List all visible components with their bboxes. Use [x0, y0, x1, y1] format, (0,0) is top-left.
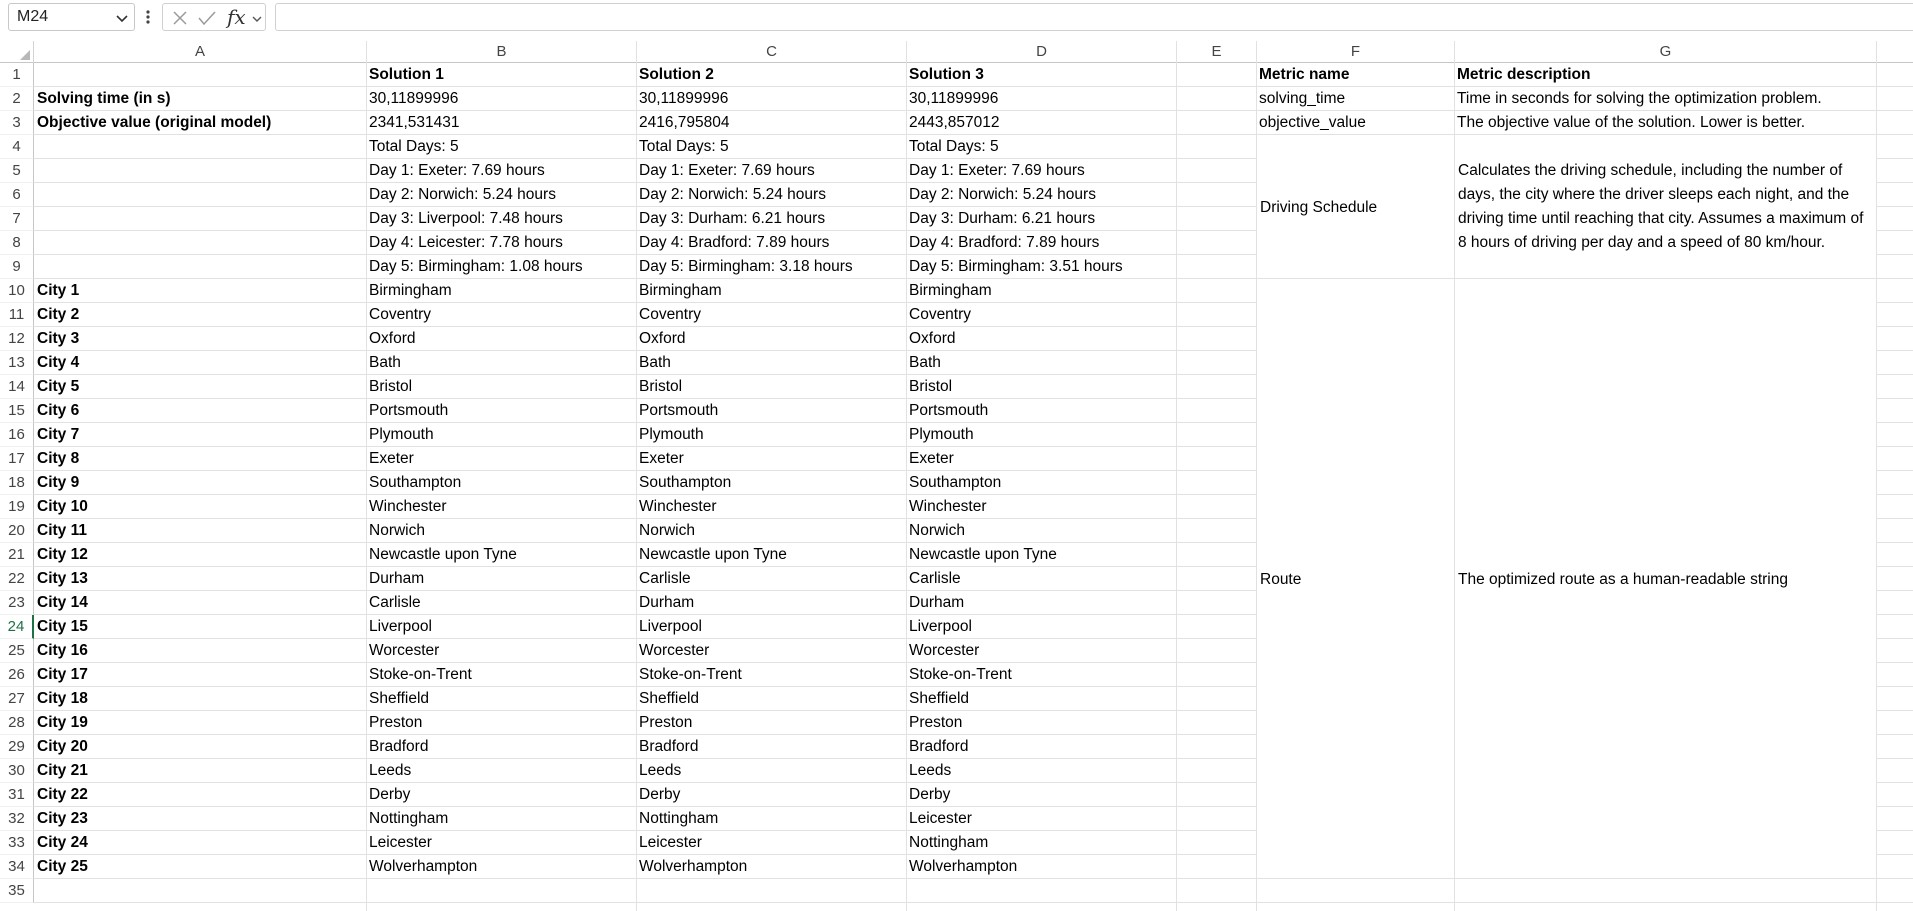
- row-header[interactable]: 23: [0, 591, 34, 615]
- city-cell[interactable]: Portsmouth: [639, 402, 719, 419]
- city-cell[interactable]: Portsmouth: [369, 402, 449, 419]
- schedule-cell[interactable]: Day 1: Exeter: 7.69 hours: [369, 162, 545, 179]
- city-cell[interactable]: Bristol: [639, 378, 683, 395]
- name-box[interactable]: [8, 3, 135, 31]
- gridline: [1876, 854, 1913, 855]
- schedule-cell[interactable]: Day 1: Exeter: 7.69 hours: [909, 162, 1085, 179]
- schedule-cell[interactable]: Day 4: Bradford: 7.89 hours: [639, 234, 830, 251]
- city-cell[interactable]: Nottingham: [639, 810, 719, 827]
- select-all-button[interactable]: [0, 41, 34, 63]
- city-cell[interactable]: Liverpool: [639, 618, 702, 635]
- city-cell[interactable]: Birmingham: [909, 282, 992, 299]
- gridline: [1876, 494, 1913, 495]
- city-cell[interactable]: Southampton: [639, 474, 732, 491]
- row-header[interactable]: 26: [0, 663, 34, 687]
- city-cell[interactable]: Bristol: [369, 378, 413, 395]
- schedule-cell[interactable]: Day 4: Leicester: 7.78 hours: [369, 234, 563, 251]
- city-cell[interactable]: Derby: [909, 786, 951, 803]
- summary-value[interactable]: 2416,795804: [639, 114, 730, 131]
- gridline: [34, 86, 1913, 87]
- row-header[interactable]: 29: [0, 735, 34, 759]
- gridline: [1876, 806, 1913, 807]
- row-header[interactable]: 32: [0, 807, 34, 831]
- schedule-cell[interactable]: Day 3: Durham: 6.21 hours: [639, 210, 826, 227]
- row-header[interactable]: 5: [0, 159, 34, 183]
- city-cell[interactable]: Carlisle: [369, 594, 421, 611]
- chevron-down-icon[interactable]: [251, 13, 263, 25]
- gridline: [1876, 566, 1913, 567]
- row-header[interactable]: 4: [0, 135, 34, 159]
- row-header[interactable]: 34: [0, 855, 34, 879]
- city-cell[interactable]: Coventry: [909, 306, 972, 323]
- city-label[interactable]: City 6: [37, 402, 80, 419]
- city-cell[interactable]: Oxford: [369, 330, 416, 347]
- city-cell[interactable]: Carlisle: [909, 570, 961, 587]
- city-cell[interactable]: Newcastle upon Tyne: [909, 546, 1057, 563]
- spreadsheet-grid[interactable]: [34, 63, 1913, 911]
- column-headers: [0, 41, 1913, 63]
- row-header[interactable]: 2: [0, 87, 34, 111]
- row-header[interactable]: 28: [0, 711, 34, 735]
- city-label[interactable]: City 11: [37, 522, 87, 539]
- gridline: [1876, 662, 1913, 663]
- city-cell[interactable]: Liverpool: [369, 618, 432, 635]
- row-header[interactable]: 15: [0, 399, 34, 423]
- schedule-cell[interactable]: Day 1: Exeter: 7.69 hours: [639, 162, 815, 179]
- gridline: [1876, 446, 1913, 447]
- more-options-icon[interactable]: [140, 6, 156, 28]
- row-header[interactable]: 27: [0, 687, 34, 711]
- city-cell[interactable]: Bath: [909, 354, 941, 371]
- gridline: [1876, 302, 1913, 303]
- metric-desc-cell[interactable]: Time in seconds for solving the optimization problem.: [1457, 90, 1822, 107]
- metric-desc-cell[interactable]: Calculates the driving schedule, including the number of days, the city where the driver sleeps each night, and the driving time until reaching that city. Assumes a maximum of 8 hours of driving per day and a speed of 80 km/hour.: [1455, 136, 1876, 279]
- city-label[interactable]: City 18: [37, 690, 88, 707]
- city-label[interactable]: City 23: [37, 810, 88, 827]
- city-label[interactable]: City 3: [37, 330, 80, 347]
- city-cell[interactable]: Bath: [639, 354, 671, 371]
- gridline: [34, 902, 1913, 903]
- city-label[interactable]: City 22: [37, 786, 88, 803]
- gridline: [1876, 710, 1913, 711]
- metric-desc-cell[interactable]: The objective value of the solution. Lower is better.: [1457, 114, 1806, 131]
- city-label[interactable]: City 8: [37, 450, 80, 467]
- city-cell[interactable]: Coventry: [639, 306, 702, 323]
- row-header[interactable]: 33: [0, 831, 34, 855]
- metric-desc-cell[interactable]: The optimized route as a human-readable string: [1455, 280, 1876, 879]
- gridline: [1876, 542, 1913, 543]
- city-cell[interactable]: Plymouth: [639, 426, 704, 443]
- column-header-b[interactable]: B: [367, 41, 637, 63]
- city-label[interactable]: City 4: [37, 354, 80, 371]
- row-header[interactable]: 19: [0, 495, 34, 519]
- chevron-down-icon[interactable]: [114, 10, 130, 26]
- row-header[interactable]: 24: [0, 615, 34, 639]
- city-cell[interactable]: Nottingham: [909, 834, 989, 851]
- city-cell[interactable]: Worcester: [909, 642, 980, 659]
- gridline: [1876, 638, 1913, 639]
- city-cell[interactable]: Birmingham: [639, 282, 722, 299]
- city-cell[interactable]: Derby: [369, 786, 411, 803]
- gridline: [1876, 734, 1913, 735]
- city-label[interactable]: City 25: [37, 858, 88, 875]
- schedule-cell[interactable]: Day 5: Birmingham: 1.08 hours: [369, 258, 583, 275]
- city-cell[interactable]: Worcester: [639, 642, 710, 659]
- schedule-cell[interactable]: Day 3: Durham: 6.21 hours: [909, 210, 1096, 227]
- city-cell[interactable]: Bradford: [909, 738, 969, 755]
- city-cell[interactable]: Carlisle: [639, 570, 691, 587]
- header-metric-name[interactable]: Metric name: [1259, 66, 1350, 83]
- city-cell[interactable]: Exeter: [639, 450, 684, 467]
- gridline: [1876, 254, 1913, 255]
- city-cell[interactable]: Winchester: [369, 498, 447, 515]
- row-header[interactable]: 14: [0, 375, 34, 399]
- gridline: [1876, 182, 1913, 183]
- city-cell[interactable]: Exeter: [369, 450, 414, 467]
- city-label[interactable]: City 1: [37, 282, 80, 299]
- city-cell[interactable]: Southampton: [909, 474, 1002, 491]
- formula-tools: [162, 3, 266, 31]
- city-cell[interactable]: Coventry: [369, 306, 432, 323]
- name-box-value: M24: [17, 8, 49, 25]
- row-header[interactable]: 17: [0, 447, 34, 471]
- city-cell[interactable]: Bath: [369, 354, 401, 371]
- column-header-d[interactable]: D: [907, 41, 1177, 63]
- cancel-icon[interactable]: [171, 9, 189, 27]
- city-cell[interactable]: Leeds: [369, 762, 412, 779]
- gridline: [34, 110, 1913, 111]
- city-cell[interactable]: Wolverhampton: [639, 858, 748, 875]
- row-header[interactable]: 6: [0, 183, 34, 207]
- metric-name-cell[interactable]: solving_time: [1259, 90, 1346, 107]
- gridline: [1876, 374, 1913, 375]
- schedule-cell[interactable]: Total Days: 5: [909, 138, 999, 155]
- gridline: [1876, 830, 1913, 831]
- city-cell[interactable]: Plymouth: [909, 426, 974, 443]
- summary-value[interactable]: 30,11899996: [639, 90, 729, 107]
- schedule-cell[interactable]: Day 2: Norwich: 5.24 hours: [639, 186, 826, 203]
- city-label[interactable]: City 15: [37, 618, 88, 635]
- header-solution-2[interactable]: Solution 2: [639, 66, 714, 83]
- gridline: [1876, 758, 1913, 759]
- city-label[interactable]: City 5: [37, 378, 80, 395]
- city-cell[interactable]: Exeter: [909, 450, 954, 467]
- row-header[interactable]: 30: [0, 759, 34, 783]
- city-cell[interactable]: Oxford: [909, 330, 956, 347]
- city-cell[interactable]: Newcastle upon Tyne: [639, 546, 787, 563]
- city-cell[interactable]: Derby: [639, 786, 681, 803]
- city-cell[interactable]: Preston: [369, 714, 423, 731]
- city-cell[interactable]: Plymouth: [369, 426, 434, 443]
- summary-value[interactable]: 30,11899996: [369, 90, 459, 107]
- row-header[interactable]: 18: [0, 471, 34, 495]
- row-header[interactable]: 8: [0, 231, 34, 255]
- row-header[interactable]: 31: [0, 783, 34, 807]
- city-label[interactable]: City 7: [37, 426, 80, 443]
- city-cell[interactable]: Leeds: [639, 762, 682, 779]
- row-header[interactable]: 35: [0, 879, 34, 903]
- schedule-cell[interactable]: Day 4: Bradford: 7.89 hours: [909, 234, 1100, 251]
- gridline: [1876, 470, 1913, 471]
- city-label[interactable]: City 10: [37, 498, 88, 515]
- gridline: [1176, 63, 1177, 911]
- city-label[interactable]: City 24: [37, 834, 88, 851]
- row-header[interactable]: 11: [0, 303, 34, 327]
- city-cell[interactable]: Norwich: [369, 522, 425, 539]
- city-cell[interactable]: Norwich: [639, 522, 695, 539]
- summary-value[interactable]: 30,11899996: [909, 90, 999, 107]
- row-header[interactable]: 21: [0, 543, 34, 567]
- row-header[interactable]: 9: [0, 255, 34, 279]
- city-label[interactable]: City 12: [37, 546, 88, 563]
- city-cell[interactable]: Leicester: [369, 834, 432, 851]
- gridline: [1876, 614, 1913, 615]
- city-cell[interactable]: Durham: [909, 594, 965, 611]
- row-header[interactable]: 13: [0, 351, 34, 375]
- city-cell[interactable]: Worcester: [369, 642, 440, 659]
- select-all-icon: [20, 50, 30, 60]
- city-cell[interactable]: Wolverhampton: [369, 858, 478, 875]
- city-cell[interactable]: Winchester: [639, 498, 717, 515]
- city-label[interactable]: City 16: [37, 642, 88, 659]
- city-cell[interactable]: Preston: [909, 714, 963, 731]
- city-cell[interactable]: Sheffield: [909, 690, 970, 707]
- metric-name-cell[interactable]: Route: [1257, 280, 1454, 879]
- column-header-a[interactable]: A: [34, 41, 367, 63]
- city-cell[interactable]: Leeds: [909, 762, 952, 779]
- schedule-cell[interactable]: Day 5: Birmingham: 3.18 hours: [639, 258, 853, 275]
- column-header-e[interactable]: E: [1177, 41, 1257, 63]
- city-cell[interactable]: Leicester: [909, 810, 972, 827]
- gridline: [1876, 590, 1913, 591]
- schedule-cell[interactable]: Day 3: Liverpool: 7.48 hours: [369, 210, 563, 227]
- header-solution-3[interactable]: Solution 3: [909, 66, 984, 83]
- formula-bar: [0, 0, 1913, 36]
- city-cell[interactable]: Sheffield: [369, 690, 430, 707]
- city-label[interactable]: City 13: [37, 570, 88, 587]
- gridline: [1876, 350, 1913, 351]
- city-cell[interactable]: Bristol: [909, 378, 953, 395]
- row-header[interactable]: 25: [0, 639, 34, 663]
- gridline: [1876, 518, 1913, 519]
- city-cell[interactable]: Leicester: [639, 834, 702, 851]
- row-header[interactable]: 10: [0, 279, 34, 303]
- city-cell[interactable]: Stoke-on-Trent: [369, 666, 472, 683]
- city-cell[interactable]: Portsmouth: [909, 402, 989, 419]
- city-cell[interactable]: Preston: [639, 714, 693, 731]
- column-header-f[interactable]: F: [1257, 41, 1455, 63]
- header-metric-description[interactable]: Metric description: [1457, 66, 1591, 83]
- row-header[interactable]: 7: [0, 207, 34, 231]
- gridline: [1876, 206, 1913, 207]
- city-cell[interactable]: Durham: [639, 594, 695, 611]
- header-solution-1[interactable]: Solution 1: [369, 66, 444, 83]
- city-label[interactable]: City 19: [37, 714, 88, 731]
- gridline: [1876, 158, 1913, 159]
- city-label[interactable]: City 9: [37, 474, 80, 491]
- gridline: [1876, 686, 1913, 687]
- metric-name-cell[interactable]: objective_value: [1259, 114, 1366, 131]
- city-cell[interactable]: Oxford: [639, 330, 686, 347]
- summary-value[interactable]: 2341,531431: [369, 114, 460, 131]
- city-cell[interactable]: Bradford: [639, 738, 699, 755]
- enter-check-icon[interactable]: [197, 9, 217, 27]
- column-header-g[interactable]: G: [1455, 41, 1877, 63]
- city-cell[interactable]: Liverpool: [909, 618, 972, 635]
- city-cell[interactable]: Newcastle upon Tyne: [369, 546, 517, 563]
- insert-function-icon[interactable]: fx: [227, 5, 246, 29]
- city-cell[interactable]: Winchester: [909, 498, 987, 515]
- gridline: [1876, 398, 1913, 399]
- schedule-cell[interactable]: Day 2: Norwich: 5.24 hours: [369, 186, 556, 203]
- gridline: [1876, 782, 1913, 783]
- city-cell[interactable]: Bradford: [369, 738, 429, 755]
- row-header[interactable]: 20: [0, 519, 34, 543]
- city-label[interactable]: City 14: [37, 594, 88, 611]
- city-label[interactable]: City 17: [37, 666, 88, 683]
- city-cell[interactable]: Sheffield: [639, 690, 700, 707]
- row-header[interactable]: 22: [0, 567, 34, 591]
- city-cell[interactable]: Durham: [369, 570, 425, 587]
- gridline: [1876, 326, 1913, 327]
- row-header[interactable]: 16: [0, 423, 34, 447]
- row-header[interactable]: 1: [0, 63, 34, 87]
- city-label[interactable]: City 2: [37, 306, 80, 323]
- summary-value[interactable]: 2443,857012: [909, 114, 1000, 131]
- summary-label[interactable]: Solving time (in s): [37, 90, 171, 107]
- city-cell[interactable]: Stoke-on-Trent: [909, 666, 1012, 683]
- city-label[interactable]: City 21: [37, 762, 88, 779]
- formula-input[interactable]: [275, 3, 1913, 31]
- schedule-cell[interactable]: Total Days: 5: [639, 138, 729, 155]
- row-header[interactable]: 12: [0, 327, 34, 351]
- city-cell[interactable]: Wolverhampton: [909, 858, 1018, 875]
- city-cell[interactable]: Southampton: [369, 474, 462, 491]
- row-header[interactable]: 3: [0, 111, 34, 135]
- summary-label[interactable]: Objective value (original model): [37, 114, 272, 131]
- city-cell[interactable]: Birmingham: [369, 282, 452, 299]
- city-cell[interactable]: Norwich: [909, 522, 965, 539]
- schedule-cell[interactable]: Total Days: 5: [369, 138, 459, 155]
- city-cell[interactable]: Stoke-on-Trent: [639, 666, 742, 683]
- city-label[interactable]: City 20: [37, 738, 88, 755]
- gridline: [1876, 422, 1913, 423]
- schedule-cell[interactable]: Day 5: Birmingham: 3.51 hours: [909, 258, 1123, 275]
- schedule-cell[interactable]: Day 2: Norwich: 5.24 hours: [909, 186, 1096, 203]
- gridline: [1876, 63, 1877, 911]
- city-cell[interactable]: Nottingham: [369, 810, 449, 827]
- metric-name-cell[interactable]: Driving Schedule: [1257, 136, 1454, 279]
- gridline: [1876, 230, 1913, 231]
- column-header-c[interactable]: C: [637, 41, 907, 63]
